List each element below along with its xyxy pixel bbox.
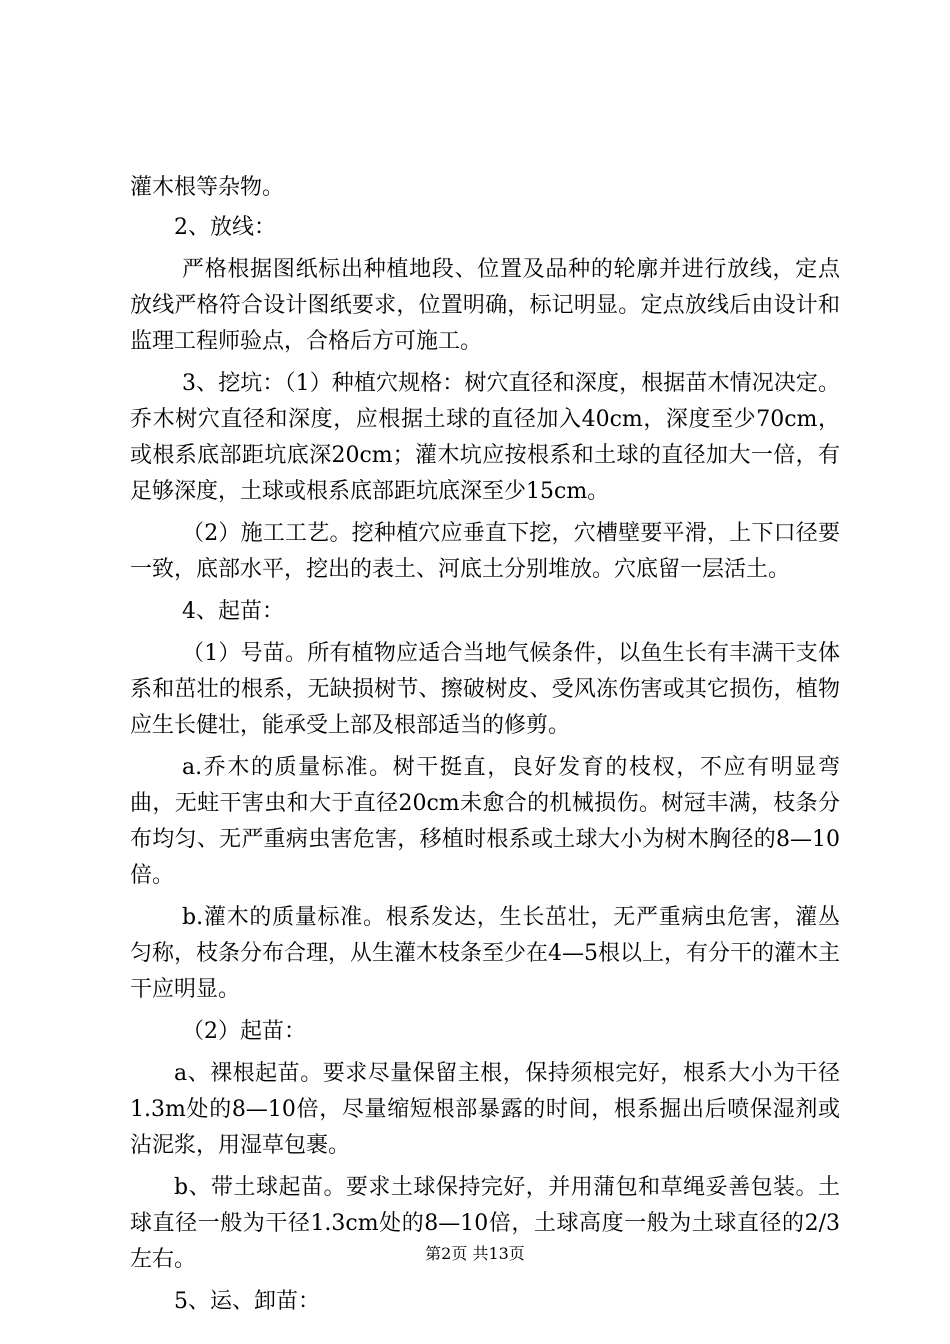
heading-setting-out: 2、放线： [174,215,276,240]
paragraph-digging-pits: 3、挖坑：（1）种植穴规格：树穴直径和深度，根据苗木情况决定。乔木树穴直径和深度，应根据土球的直径加入40cm，深度至少70cm，或根系底部距坑底深20cm；灌木坑应按根系和土球的直径加大一倍，有足够深度，土球或根系底部距坑底深至少15cm。 [130,371,840,504]
paragraph-continuation: 灌木根等杂物。 [130,175,285,200]
page-number-footer: 第2页 共13页 [425,1244,525,1263]
paragraph-tree-quality: a.乔木的质量标准。树干挺直，良好发育的枝杈，不应有明显弯曲，无蛀干害虫和大于直径20cm未愈合的机械损伤。树冠丰满，枝条分布均匀、无严重病虫害危害，移植时根系或土球大小为树木胸径的8—10倍。 [130,755,840,888]
heading-lifting: （2）起苗： [182,1019,306,1044]
document-body [130,170,840,1326]
heading-lifting-seedlings: 4、起苗： [182,599,284,624]
paragraph-root-ball-lifting: b、带土球起苗。要求土球保持完好，并用蒲包和草绳妥善包装。土球直径一般为干径1.3cm处的8—10倍，土球高度一般为土球直径的2/3左右。 [130,1175,840,1272]
paragraph-marking-seedlings: （1）号苗。所有植物应适合当地气候条件，以鱼生长有丰满干支体系和茁壮的根系，无缺损树节、擦破树皮、受风冻伤害或其它损伤，植物应生长健壮，能承受上部及根部适当的修剪。 [130,641,840,738]
paragraph-construction-process: （2）施工工艺。挖种植穴应垂直下挖，穴槽壁要平滑，上下口径要一致，底部水平，挖出的表土、河底土分别堆放。穴底留一层活土。 [130,521,840,582]
paragraph-bare-root-lifting: a、裸根起苗。要求尽量保留主根，保持须根完好，根系大小为干径1.3m处的8—10倍，尽量缩短根部暴露的时间，根系掘出后喷保湿剂或沾泥浆，用湿草包裹。 [130,1061,840,1158]
paragraph-setting-out: 严格根据图纸标出种植地段、位置及品种的轮廓并进行放线，定点放线严格符合设计图纸要求，位置明确，标记明显。定点放线后由设计和监理工程师验点，合格后方可施工。 [130,257,840,354]
heading-transport-unload: 5、运、卸苗： [174,1289,320,1314]
paragraph-shrub-quality: b.灌木的质量标准。根系发达，生长茁壮，无严重病虫危害，灌丛匀称，枝条分布合理，从生灌木枝条至少在4—5根以上，有分干的灌木主干应明显。 [130,905,840,1002]
